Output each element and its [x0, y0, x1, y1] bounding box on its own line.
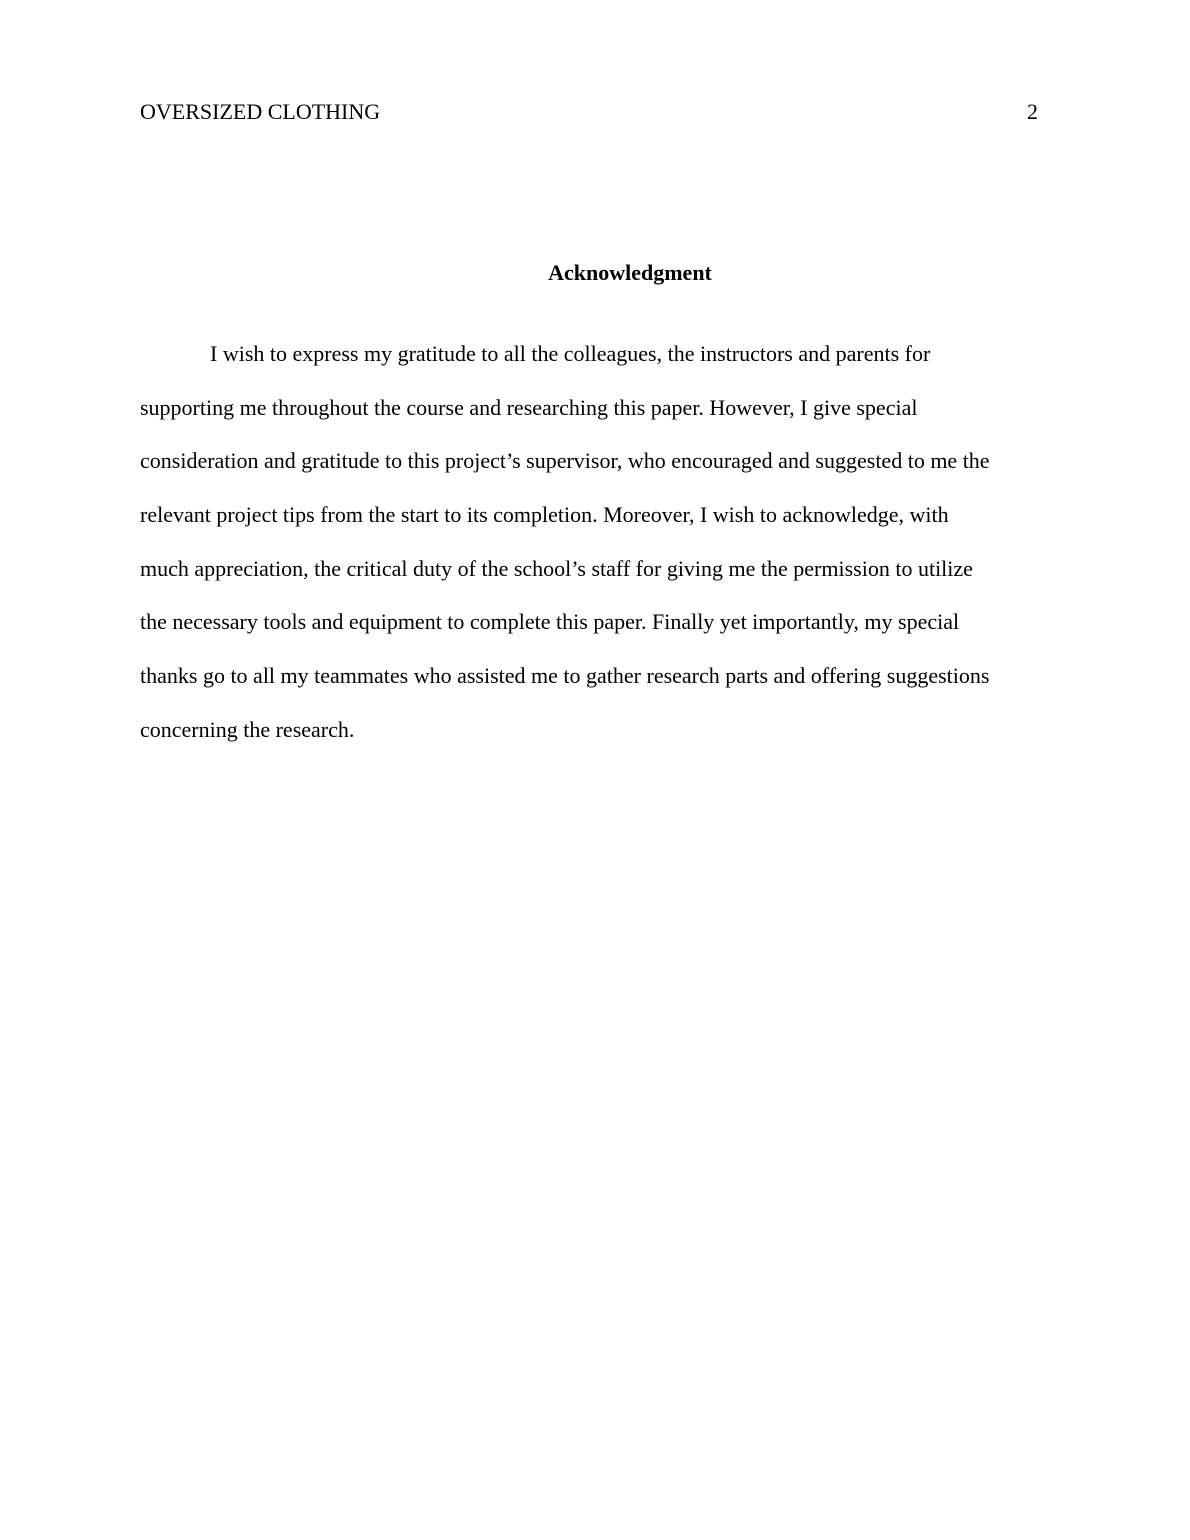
page-number: 2: [1027, 99, 1038, 124]
paragraph-line: thanks go to all my teammates who assisted me to gather research parts and offering suggestions: [140, 663, 990, 689]
paragraph-line: much appreciation, the critical duty of the school’s staff for giving me the permission to utilize: [140, 555, 973, 581]
paragraph-line: the necessary tools and equipment to complete this paper. Finally yet importantly, my special: [140, 609, 960, 635]
paragraph-line: relevant project tips from the start to its completion. Moreover, I wish to acknowledge, with: [140, 502, 949, 528]
paragraph-line: supporting me throughout the course and researching this paper. However, I give special: [140, 394, 918, 420]
paragraph-line: I wish to express my gratitude to all the colleagues, the instructors and parents for: [210, 341, 931, 366]
acknowledgment-paragraph: [140, 340, 1060, 770]
paragraph-line: consideration and gratitude to this project’s supervisor, who encouraged and suggested to me the: [140, 448, 990, 474]
paragraph-line: concerning the research.: [140, 716, 355, 742]
section-heading: Acknowledgment: [548, 260, 712, 285]
running-head: OVERSIZED CLOTHING: [140, 99, 381, 124]
